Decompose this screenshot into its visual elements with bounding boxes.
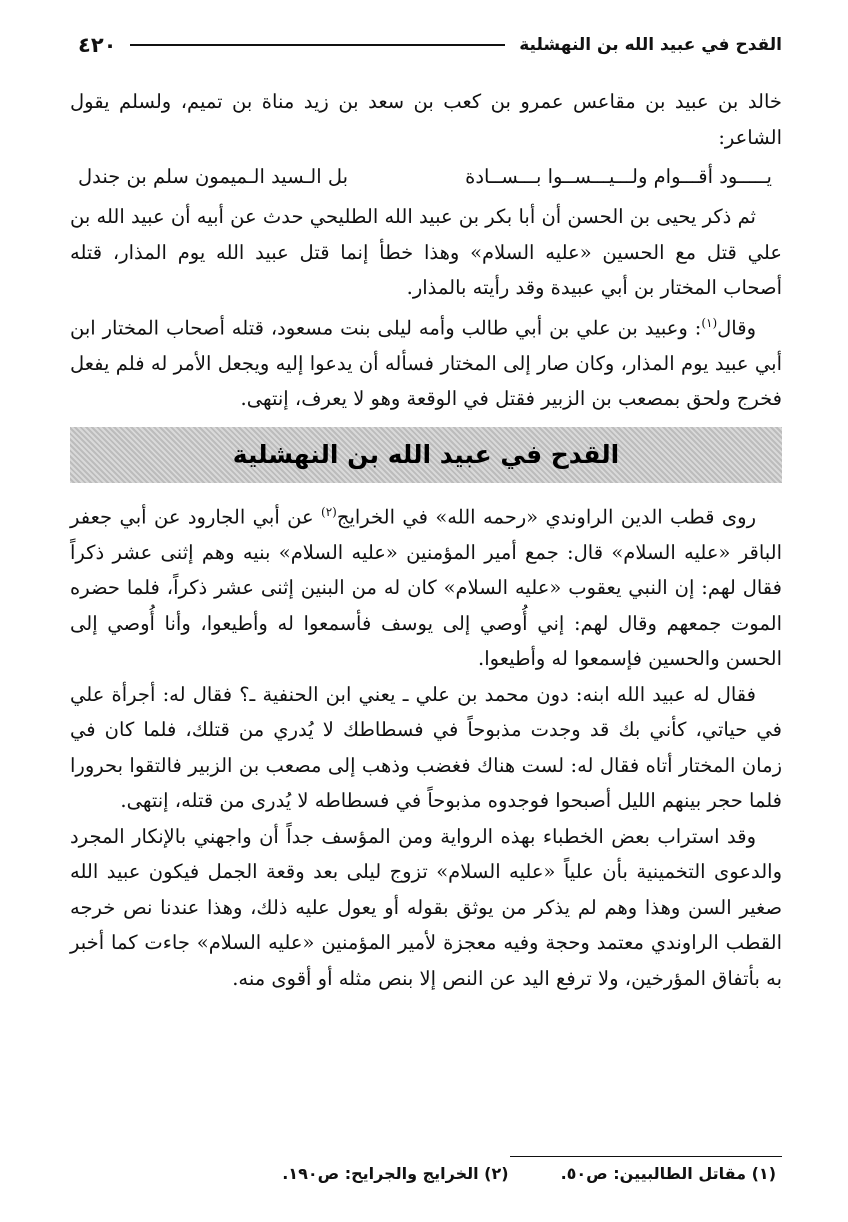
page-body (70, 84, 782, 996)
paragraph: ثم ذكر يحيى بن الحسن أن أبا بكر بن عبيد الله الطليحي حدث عن أبيه أن عبيد الله بن علي قتل مع الحسين «عليه السلام» وهذا خطأ إنما قتل عبيد الله يوم المذار، قتله أصحاب المختار بن أبي عبيدة وقد رأيته بالمذار. (70, 205, 782, 299)
footnote-rule (510, 1156, 782, 1157)
section-heading: القدح في عبيد الله بن النهشلية (232, 440, 620, 469)
paragraph (70, 306, 782, 417)
paragraph-lead: وقال (717, 316, 756, 339)
paragraph-text: عن أبي الجارود عن أبي جعفر الباقر «عليه السلام» قال: جمع أمير المؤمنين «عليه السلام» بنيه وهم إثنى عشر ذكراً فقال لهم: إن النبي يعقوب «عليه السلام» كان له من البنين إثنى عشر ذكراً، فلما حضره الموت جمعهم وقال لهم: إني أُوصي إلى يوسف فأسمعوا له وأطيعوا، وأنا أُوصي إلى الحسن والحسين فإسمعوا له وأطيعوا. (70, 505, 782, 670)
section-heading-banner (70, 427, 782, 483)
footnote-1: (١) مقاتل الطالبيين: ص٥٠. (560, 1164, 776, 1183)
paragraph (70, 495, 782, 677)
page-header (78, 28, 782, 62)
paragraph-lead: روى قطب الدين الراوندي «رحمه الله» في الخرايج (336, 505, 756, 528)
footnote-2: (٢) الخرايج والجرايح: ص١٩٠. (282, 1164, 509, 1183)
page-number: ٤٢٠ (78, 33, 117, 57)
paragraph-text: : وعبيد بن علي بن أبي طالب وأمه ليلى بنت مسعود، قتله أصحاب المختار ابن أبي عبيد يوم المذار، وكان صار إلى المختار فسأله أن يدعوا إليه ويجعل الأمر له فلم يفعل فخرج ولحق بمصعب بن الزبير فقتل في الوقعة وهو لا يعرف، إنتهى. (70, 316, 782, 410)
paragraph: فقال له عبيد الله ابنه: دون محمد بن علي ـ يعني ابن الحنفية ـ؟ فقال له: أجرأة علي في حياتي، كأني بك قد وجدت مذبوحاً في فسطاطك لا يُدري من قتلك، فلما كان في زمان المختار أتاه فقال له: لست هناك فغضب وذهب إلى مصعب بن الزبير فالتقوا بحرورا فلما حجر بينهم الليل أصبحوا فوجدوه مذبوحاً في فسطاطه لا يُدرى من قتله، إنتهى. (70, 682, 782, 812)
paragraph: وقد استراب بعض الخطباء بهذه الرواية ومن المؤسف جداً أن واجهني بالإنكار المجرد والدعوى التخمينية بأن علياً «عليه السلام» تزوج ليلى بعد وقعة الجمل فيكون عبيد الله صغير السن وهذا وهم لم يذكر من يوثق بقوله أو يعول عليه ذلك، وهذا عندنا نص خرجه القطب الراوندي معتمد وحجة وفيه معجزة لأمير المؤمنين «عليه السلام» جاءت كما أخبر به بأتفاق المؤرخين، ولا ترفع اليد عن النص إلا بنص مثله أو أقوى منه. (70, 824, 782, 990)
footnote-ref: (١) (701, 315, 718, 330)
running-title: القدح في عبيد الله بن النهشلية (519, 35, 782, 55)
footnotes (150, 1164, 776, 1183)
footnote-ref: (٢) (321, 504, 337, 519)
poem-verse (70, 155, 782, 199)
paragraph: خالد بن عبيد بن مقاعس عمرو بن كعب بن سعد بن زيد مناة بن تميم، ولسلم يقول الشاعر: (70, 90, 782, 149)
verse-first-hemistich: يـــــود أقـــوام ولـــيـــســوا بـــســادة (465, 165, 772, 188)
verse-second-hemistich: بل الـسيد الـميمون سلم بن جندل (78, 165, 349, 188)
header-rule (130, 44, 505, 46)
